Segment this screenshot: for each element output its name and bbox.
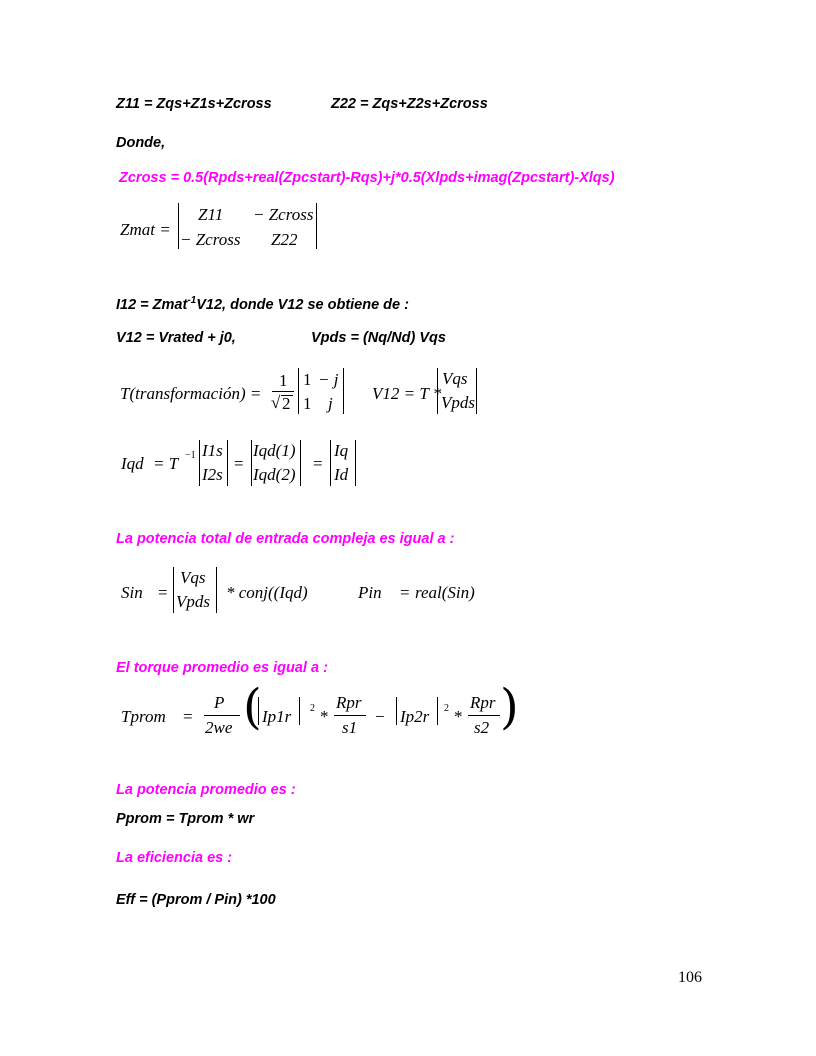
vector-bar-right xyxy=(300,440,301,486)
iqd-eq2: = xyxy=(234,454,244,473)
eff-equation: Eff = (Pprom / Pin) *100 xyxy=(116,892,276,908)
z22-equation: Z22 = Zqs+Z2s+Zcross xyxy=(331,96,488,112)
matrix-bar-left xyxy=(178,203,179,249)
iqd-e2: Id xyxy=(334,465,349,484)
sqrt-bar xyxy=(281,395,293,396)
potencia-total-heading: La potencia total de entrada compleja es igual a : xyxy=(116,531,455,547)
iqd-inverse-sup: −1 xyxy=(185,450,196,461)
tprom-lhs: Tprom xyxy=(121,707,166,726)
iqd-d1: Iqd(1) xyxy=(253,441,296,460)
vector-bar-left xyxy=(173,567,174,613)
iqd-c1: I1s xyxy=(202,441,223,460)
abs-bar xyxy=(437,697,438,725)
tprom-rpr1: Rpr xyxy=(336,693,362,712)
tprom-star: * xyxy=(454,707,463,726)
zmat-a22: Z22 xyxy=(271,230,298,249)
i12-prefix: I12 = Zmat xyxy=(116,296,188,313)
page-number: 106 xyxy=(678,969,702,986)
pin-rhs: real(Sin) xyxy=(415,583,475,602)
transform-lhs: T(transformación) = xyxy=(120,384,262,403)
tprom-ip1r: Ip1r xyxy=(262,707,292,726)
tprom-p: P xyxy=(214,693,225,712)
pin-lhs: Pin xyxy=(358,583,382,602)
i12-superscript: -1 xyxy=(187,295,197,306)
iqd-eq-t: = T xyxy=(153,454,179,473)
sin-rest: * conj((Iqd) xyxy=(226,583,308,602)
vector-bar-right xyxy=(227,440,228,486)
fraction-line xyxy=(468,715,500,716)
abs-bar xyxy=(299,697,300,725)
abs-bar xyxy=(258,697,259,725)
iqd-c2: I2s xyxy=(202,465,223,484)
fraction-line xyxy=(272,391,294,392)
square-sup: 2 xyxy=(444,703,449,714)
tprom-ip2r: Ip2r xyxy=(400,707,430,726)
matrix-bar-right xyxy=(343,368,344,414)
v12eq-lhs: V12 = T * xyxy=(372,384,442,403)
tprom-star: * xyxy=(320,707,329,726)
torque-heading: El torque promedio es igual a : xyxy=(116,660,328,676)
matrix-bar-left xyxy=(298,368,299,414)
fraction-line xyxy=(204,715,240,716)
zmat-lhs: Zmat = xyxy=(120,220,171,239)
square-sup: 2 xyxy=(310,703,315,714)
tprom-rpr2: Rpr xyxy=(470,693,496,712)
abs-bar xyxy=(396,697,397,725)
tprom-s1: s1 xyxy=(342,718,358,737)
eficiencia-heading: La eficiencia es : xyxy=(116,850,233,866)
vpds-equation: Vpds = (Nq/Nd) Vqs xyxy=(311,330,446,346)
zmat-a12: − Zcross xyxy=(253,205,314,224)
iqd-eq3: = xyxy=(313,454,323,473)
tprom-eq: = xyxy=(183,707,193,726)
v12eq-v2: Vpds xyxy=(441,393,475,412)
tprom-minus: − xyxy=(375,707,385,726)
vector-bar-right xyxy=(355,440,356,486)
transform-num: 1 xyxy=(279,371,288,390)
v12-equation: V12 = Vrated + j0, xyxy=(116,330,236,346)
iqd-lhs: Iqd xyxy=(121,454,144,473)
iqd-e1: Iq xyxy=(334,441,349,460)
donde-label: Donde, xyxy=(116,135,166,151)
left-paren-icon: ( xyxy=(243,679,262,735)
vector-bar-right xyxy=(476,368,477,414)
vector-bar-left xyxy=(251,440,252,486)
right-paren-icon: ) xyxy=(500,679,519,735)
vector-bar-left xyxy=(330,440,331,486)
zmat-a11: Z11 xyxy=(198,205,224,224)
zcross-equation: Zcross = 0.5(Rpds+real(Zpcstart)-Rqs)+j*0.5(Xlpds+imag(Zpcstart)-Xlqs) xyxy=(119,170,615,186)
potencia-promedio-heading: La potencia promedio es : xyxy=(116,782,296,798)
i12-equation xyxy=(116,295,409,313)
tprom-2we: 2we xyxy=(205,718,233,737)
zmat-a21: − Zcross xyxy=(180,230,241,249)
i12-suffix: V12, donde V12 se obtiene de : xyxy=(196,296,409,313)
vector-bar-right xyxy=(216,567,217,613)
sin-eq: = xyxy=(158,583,168,602)
fraction-line xyxy=(334,715,366,716)
pprom-equation: Pprom = Tprom * wr xyxy=(116,811,255,827)
sin-v2: Vpds xyxy=(176,592,210,611)
sin-v1: Vqs xyxy=(180,568,206,587)
v12eq-v1: Vqs xyxy=(442,369,468,388)
transform-den: 2 xyxy=(282,394,291,413)
pin-eq: = xyxy=(400,583,410,602)
transform-m11: 1 xyxy=(303,370,312,389)
vector-bar-left xyxy=(437,368,438,414)
tprom-s2: s2 xyxy=(474,718,490,737)
matrix-bar-right xyxy=(316,203,317,249)
transform-m21: 1 xyxy=(303,394,312,413)
vector-bar-left xyxy=(199,440,200,486)
z11-equation: Z11 = Zqs+Z1s+Zcross xyxy=(116,96,272,112)
iqd-d2: Iqd(2) xyxy=(253,465,296,484)
sin-lhs: Sin xyxy=(121,583,143,602)
transform-m22: j xyxy=(328,394,333,413)
sqrt-symbol: √ xyxy=(271,393,281,412)
transform-m12: − j xyxy=(318,370,339,389)
